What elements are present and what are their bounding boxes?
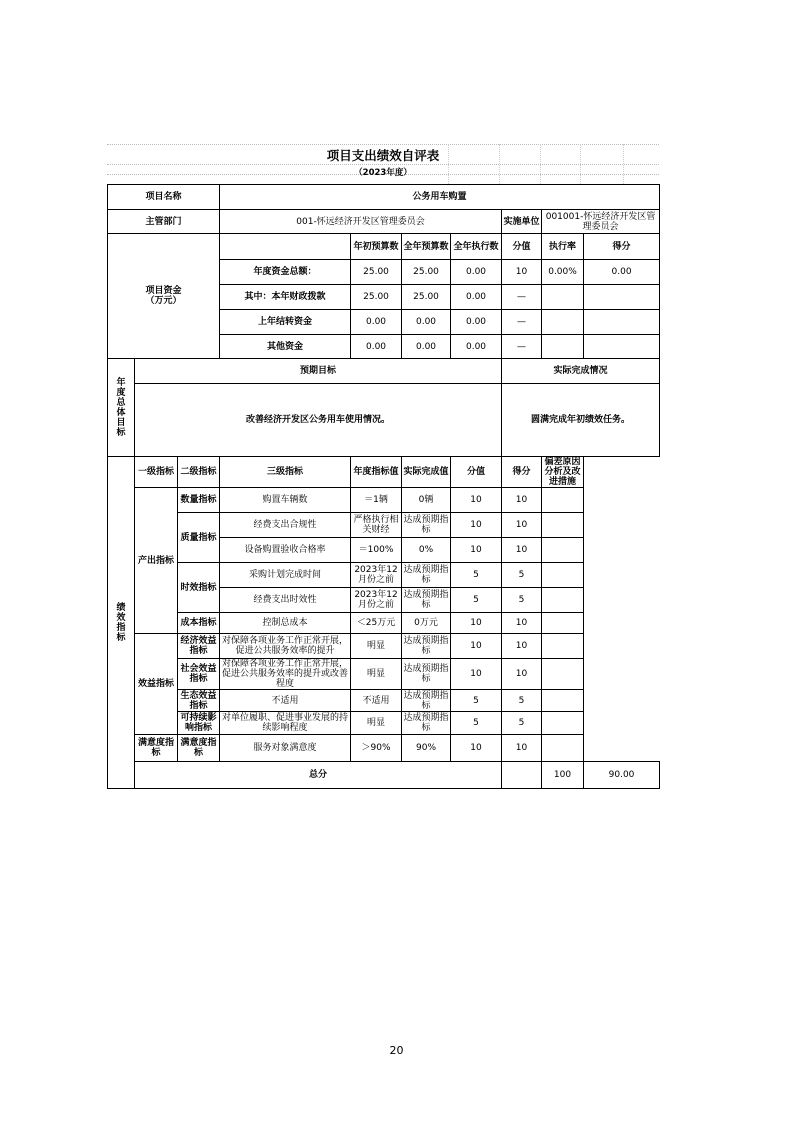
perf-row bbox=[108, 735, 660, 762]
funds-row-initial: 25.00 bbox=[351, 260, 402, 285]
dept-value: 001-怀远经济开发区管理委员会 bbox=[220, 210, 502, 234]
perf-label bbox=[108, 457, 135, 789]
perf-notes bbox=[542, 588, 584, 613]
form-subtitle: （2023年度） bbox=[354, 168, 412, 178]
total-score: 90.00 bbox=[584, 762, 660, 789]
funds-label bbox=[108, 234, 220, 359]
perf-score: 10 bbox=[502, 538, 542, 563]
funds-header-annual: 全年预算数 bbox=[402, 234, 451, 260]
perf-l3: 经费支出时效性 bbox=[220, 588, 351, 613]
perf-target: ＝100% bbox=[351, 538, 402, 563]
perf-score: 5 bbox=[502, 588, 542, 613]
perf-l3: 经费支出合规性 bbox=[220, 513, 351, 538]
l2-social: 社会效益指标 bbox=[178, 659, 220, 690]
perf-l3: 设备购置验收合格率 bbox=[220, 538, 351, 563]
perf-value: 10 bbox=[451, 538, 502, 563]
perf-value: 5 bbox=[451, 588, 502, 613]
funds-row-score bbox=[584, 335, 660, 359]
funds-row-rate: 0.00% bbox=[542, 260, 584, 285]
perf-score: 10 bbox=[502, 513, 542, 538]
funds-header-score: 得分 bbox=[584, 234, 660, 260]
funds-row-annual: 25.00 bbox=[402, 285, 451, 310]
perf-row bbox=[108, 488, 660, 513]
goals-actual: 圆满完成年初绩效任务。 bbox=[502, 384, 660, 457]
perf-l3: 对保障各项业务工作正常开展，促进公共服务效率的提升 bbox=[220, 634, 351, 659]
l1-output: 产出指标 bbox=[135, 488, 178, 634]
total-label: 总分 bbox=[135, 762, 502, 789]
funds-row-value: — bbox=[502, 285, 542, 310]
l2-quantity: 数量指标 bbox=[178, 488, 220, 513]
perf-row bbox=[108, 513, 660, 538]
perf-l3: 控制总成本 bbox=[220, 613, 351, 634]
funds-row-annual: 0.00 bbox=[402, 310, 451, 335]
total-row bbox=[108, 762, 660, 789]
funds-row-annual: 25.00 bbox=[402, 260, 451, 285]
perf-value: 5 bbox=[451, 690, 502, 712]
perf-actual: 0万元 bbox=[402, 613, 451, 634]
perf-l3: 采购计划完成时间 bbox=[220, 563, 351, 588]
funds-row-rate bbox=[542, 335, 584, 359]
perf-score: 5 bbox=[502, 563, 542, 588]
funds-row-value: 10 bbox=[502, 260, 542, 285]
goals-actual-header: 实际完成情况 bbox=[502, 359, 660, 384]
l2-cost: 成本指标 bbox=[178, 613, 220, 634]
impl-value: 001001-怀远经济开发区管理委员会 bbox=[542, 210, 660, 234]
funds-row-rate bbox=[542, 310, 584, 335]
total-value: 100 bbox=[542, 762, 584, 789]
dept-row bbox=[108, 210, 660, 234]
perf-target: 不适用 bbox=[351, 690, 402, 712]
goals-expected: 改善经济开发区公务用车使用情况。 bbox=[135, 384, 502, 457]
perf-notes bbox=[542, 488, 584, 513]
perf-notes bbox=[542, 712, 584, 735]
perf-header-notes: 偏差原因分析及改进措施 bbox=[542, 457, 584, 488]
perf-score: 5 bbox=[502, 712, 542, 735]
perf-label-text: 绩 效 指 标 bbox=[116, 602, 126, 643]
perf-value: 10 bbox=[451, 659, 502, 690]
perf-header-l1: 一级指标 bbox=[135, 457, 178, 488]
perf-target: 明显 bbox=[351, 634, 402, 659]
form-title: 项目支出绩效自评表 bbox=[326, 148, 440, 163]
perf-notes bbox=[542, 563, 584, 588]
funds-row-value: — bbox=[502, 310, 542, 335]
perf-notes bbox=[542, 613, 584, 634]
perf-l3: 服务对象满意度 bbox=[220, 735, 351, 762]
perf-header-row bbox=[108, 457, 660, 488]
funds-header-executed: 全年执行数 bbox=[451, 234, 502, 260]
perf-notes bbox=[542, 538, 584, 563]
l2-satisfaction: 满意度指标 bbox=[178, 735, 220, 762]
funds-label-line2: （万元） bbox=[145, 296, 182, 306]
project-name-row bbox=[108, 185, 660, 210]
perf-actual: 0辆 bbox=[402, 488, 451, 513]
perf-score: 10 bbox=[502, 488, 542, 513]
funds-row-executed: 0.00 bbox=[451, 285, 502, 310]
funds-row-name: 其他资金 bbox=[220, 335, 351, 359]
perf-value: 10 bbox=[451, 513, 502, 538]
funds-row-name: 年度资金总额： bbox=[220, 260, 351, 285]
perf-header-score: 得分 bbox=[502, 457, 542, 488]
perf-row bbox=[108, 613, 660, 634]
funds-row-initial: 0.00 bbox=[351, 310, 402, 335]
perf-notes bbox=[542, 634, 584, 659]
goals-label bbox=[108, 359, 135, 457]
funds-row-rate bbox=[542, 285, 584, 310]
perf-target: 2023年12月份之前 bbox=[351, 588, 402, 613]
funds-row-name: 其中：本年财政拨款 bbox=[220, 285, 351, 310]
funds-header-blank bbox=[220, 234, 351, 260]
perf-actual: 达成预期指标 bbox=[402, 588, 451, 613]
perf-actual: 90% bbox=[402, 735, 451, 762]
perf-target: ＝1辆 bbox=[351, 488, 402, 513]
perf-header-l2: 二级指标 bbox=[178, 457, 220, 488]
perf-l3: 购置车辆数 bbox=[220, 488, 351, 513]
perf-target: 严格执行相关财经 bbox=[351, 513, 402, 538]
impl-label: 实施单位 bbox=[502, 210, 542, 234]
perf-header-actual: 实际完成值 bbox=[402, 457, 451, 488]
perf-actual: 达成预期指标 bbox=[403, 690, 449, 711]
perf-target: 2023年12月份之前 bbox=[351, 563, 402, 588]
perf-notes bbox=[542, 659, 584, 690]
l2-time: 时效指标 bbox=[178, 563, 220, 613]
goals-content-row bbox=[108, 384, 660, 457]
perf-l3: 对单位履职、促进事业发展的持续影响程度 bbox=[220, 712, 351, 735]
title-area bbox=[107, 144, 659, 184]
l1-satisfaction: 满意度指标 bbox=[135, 735, 178, 762]
perf-target: 明显 bbox=[351, 712, 402, 735]
perf-actual: 达成预期指标 bbox=[402, 513, 451, 538]
goals-label-text: 年 度 总 体 目 标 bbox=[116, 377, 126, 438]
perf-l3: 对保障各项业务工作正常开展，促进公共服务效率的提升或改善程度 bbox=[220, 659, 351, 690]
funds-row-score bbox=[584, 285, 660, 310]
perf-target: 明显 bbox=[351, 659, 402, 690]
funds-header-initial: 年初预算数 bbox=[351, 234, 402, 260]
perf-value: 10 bbox=[451, 634, 502, 659]
l2-economic: 经济效益指标 bbox=[178, 634, 220, 659]
perf-score: 10 bbox=[502, 634, 542, 659]
funds-label-line1: 项目资金 bbox=[145, 286, 182, 296]
page-number: 20 bbox=[389, 1044, 404, 1057]
funds-row-score bbox=[584, 310, 660, 335]
perf-actual: 达成预期指标 bbox=[403, 713, 449, 733]
funds-row-executed: 0.00 bbox=[451, 310, 502, 335]
perf-notes bbox=[542, 513, 584, 538]
perf-score: 10 bbox=[502, 659, 542, 690]
funds-header-value: 分值 bbox=[502, 234, 542, 260]
perf-l3: 不适用 bbox=[220, 690, 351, 712]
perf-notes bbox=[542, 735, 584, 762]
funds-row-initial: 25.00 bbox=[351, 285, 402, 310]
l2-ecological: 生态效益指标 bbox=[178, 690, 220, 712]
perf-value: 10 bbox=[451, 613, 502, 634]
total-blank bbox=[502, 762, 542, 789]
performance-table bbox=[107, 184, 660, 789]
perf-actual: 0% bbox=[402, 538, 451, 563]
l2-quality: 质量指标 bbox=[178, 513, 220, 563]
funds-row-initial: 0.00 bbox=[351, 335, 402, 359]
perf-header-l3: 三级指标 bbox=[220, 457, 351, 488]
perf-value: 5 bbox=[451, 712, 502, 735]
perf-row bbox=[108, 690, 660, 712]
perf-row bbox=[108, 659, 660, 690]
perf-value: 10 bbox=[451, 488, 502, 513]
perf-value: 10 bbox=[451, 735, 502, 762]
funds-header-row bbox=[108, 234, 660, 260]
perf-row bbox=[108, 563, 660, 588]
l2-sustainable: 可持续影响指标 bbox=[178, 712, 220, 735]
perf-value: 5 bbox=[451, 563, 502, 588]
perf-target: ＜25万元 bbox=[351, 613, 402, 634]
funds-row-executed: 0.00 bbox=[451, 260, 502, 285]
perf-row bbox=[108, 634, 660, 659]
dept-label: 主管部门 bbox=[108, 210, 220, 234]
perf-notes bbox=[542, 690, 584, 712]
goals-expected-header: 预期目标 bbox=[135, 359, 502, 384]
project-name-value: 公务用车购置 bbox=[220, 185, 660, 210]
funds-row-score: 0.00 bbox=[584, 260, 660, 285]
funds-header-rate: 执行率 bbox=[542, 234, 584, 260]
funds-row-executed: 0.00 bbox=[451, 335, 502, 359]
goals-header-row bbox=[108, 359, 660, 384]
project-name-label: 项目名称 bbox=[108, 185, 220, 210]
perf-actual: 达成预期指标 bbox=[402, 659, 451, 690]
perf-target: ＞90% bbox=[351, 735, 402, 762]
perf-score: 10 bbox=[502, 613, 542, 634]
perf-actual: 达成预期指标 bbox=[402, 563, 451, 588]
perf-header-value: 分值 bbox=[451, 457, 502, 488]
perf-score: 5 bbox=[502, 690, 542, 712]
l1-effect: 效益指标 bbox=[135, 634, 178, 735]
funds-row-value: — bbox=[502, 335, 542, 359]
perf-row bbox=[108, 712, 660, 735]
perf-actual: 达成预期指标 bbox=[402, 634, 451, 659]
perf-header-target: 年度指标值 bbox=[351, 457, 402, 488]
funds-row-annual: 0.00 bbox=[402, 335, 451, 359]
funds-row-name: 上年结转资金 bbox=[220, 310, 351, 335]
perf-score: 10 bbox=[502, 735, 542, 762]
